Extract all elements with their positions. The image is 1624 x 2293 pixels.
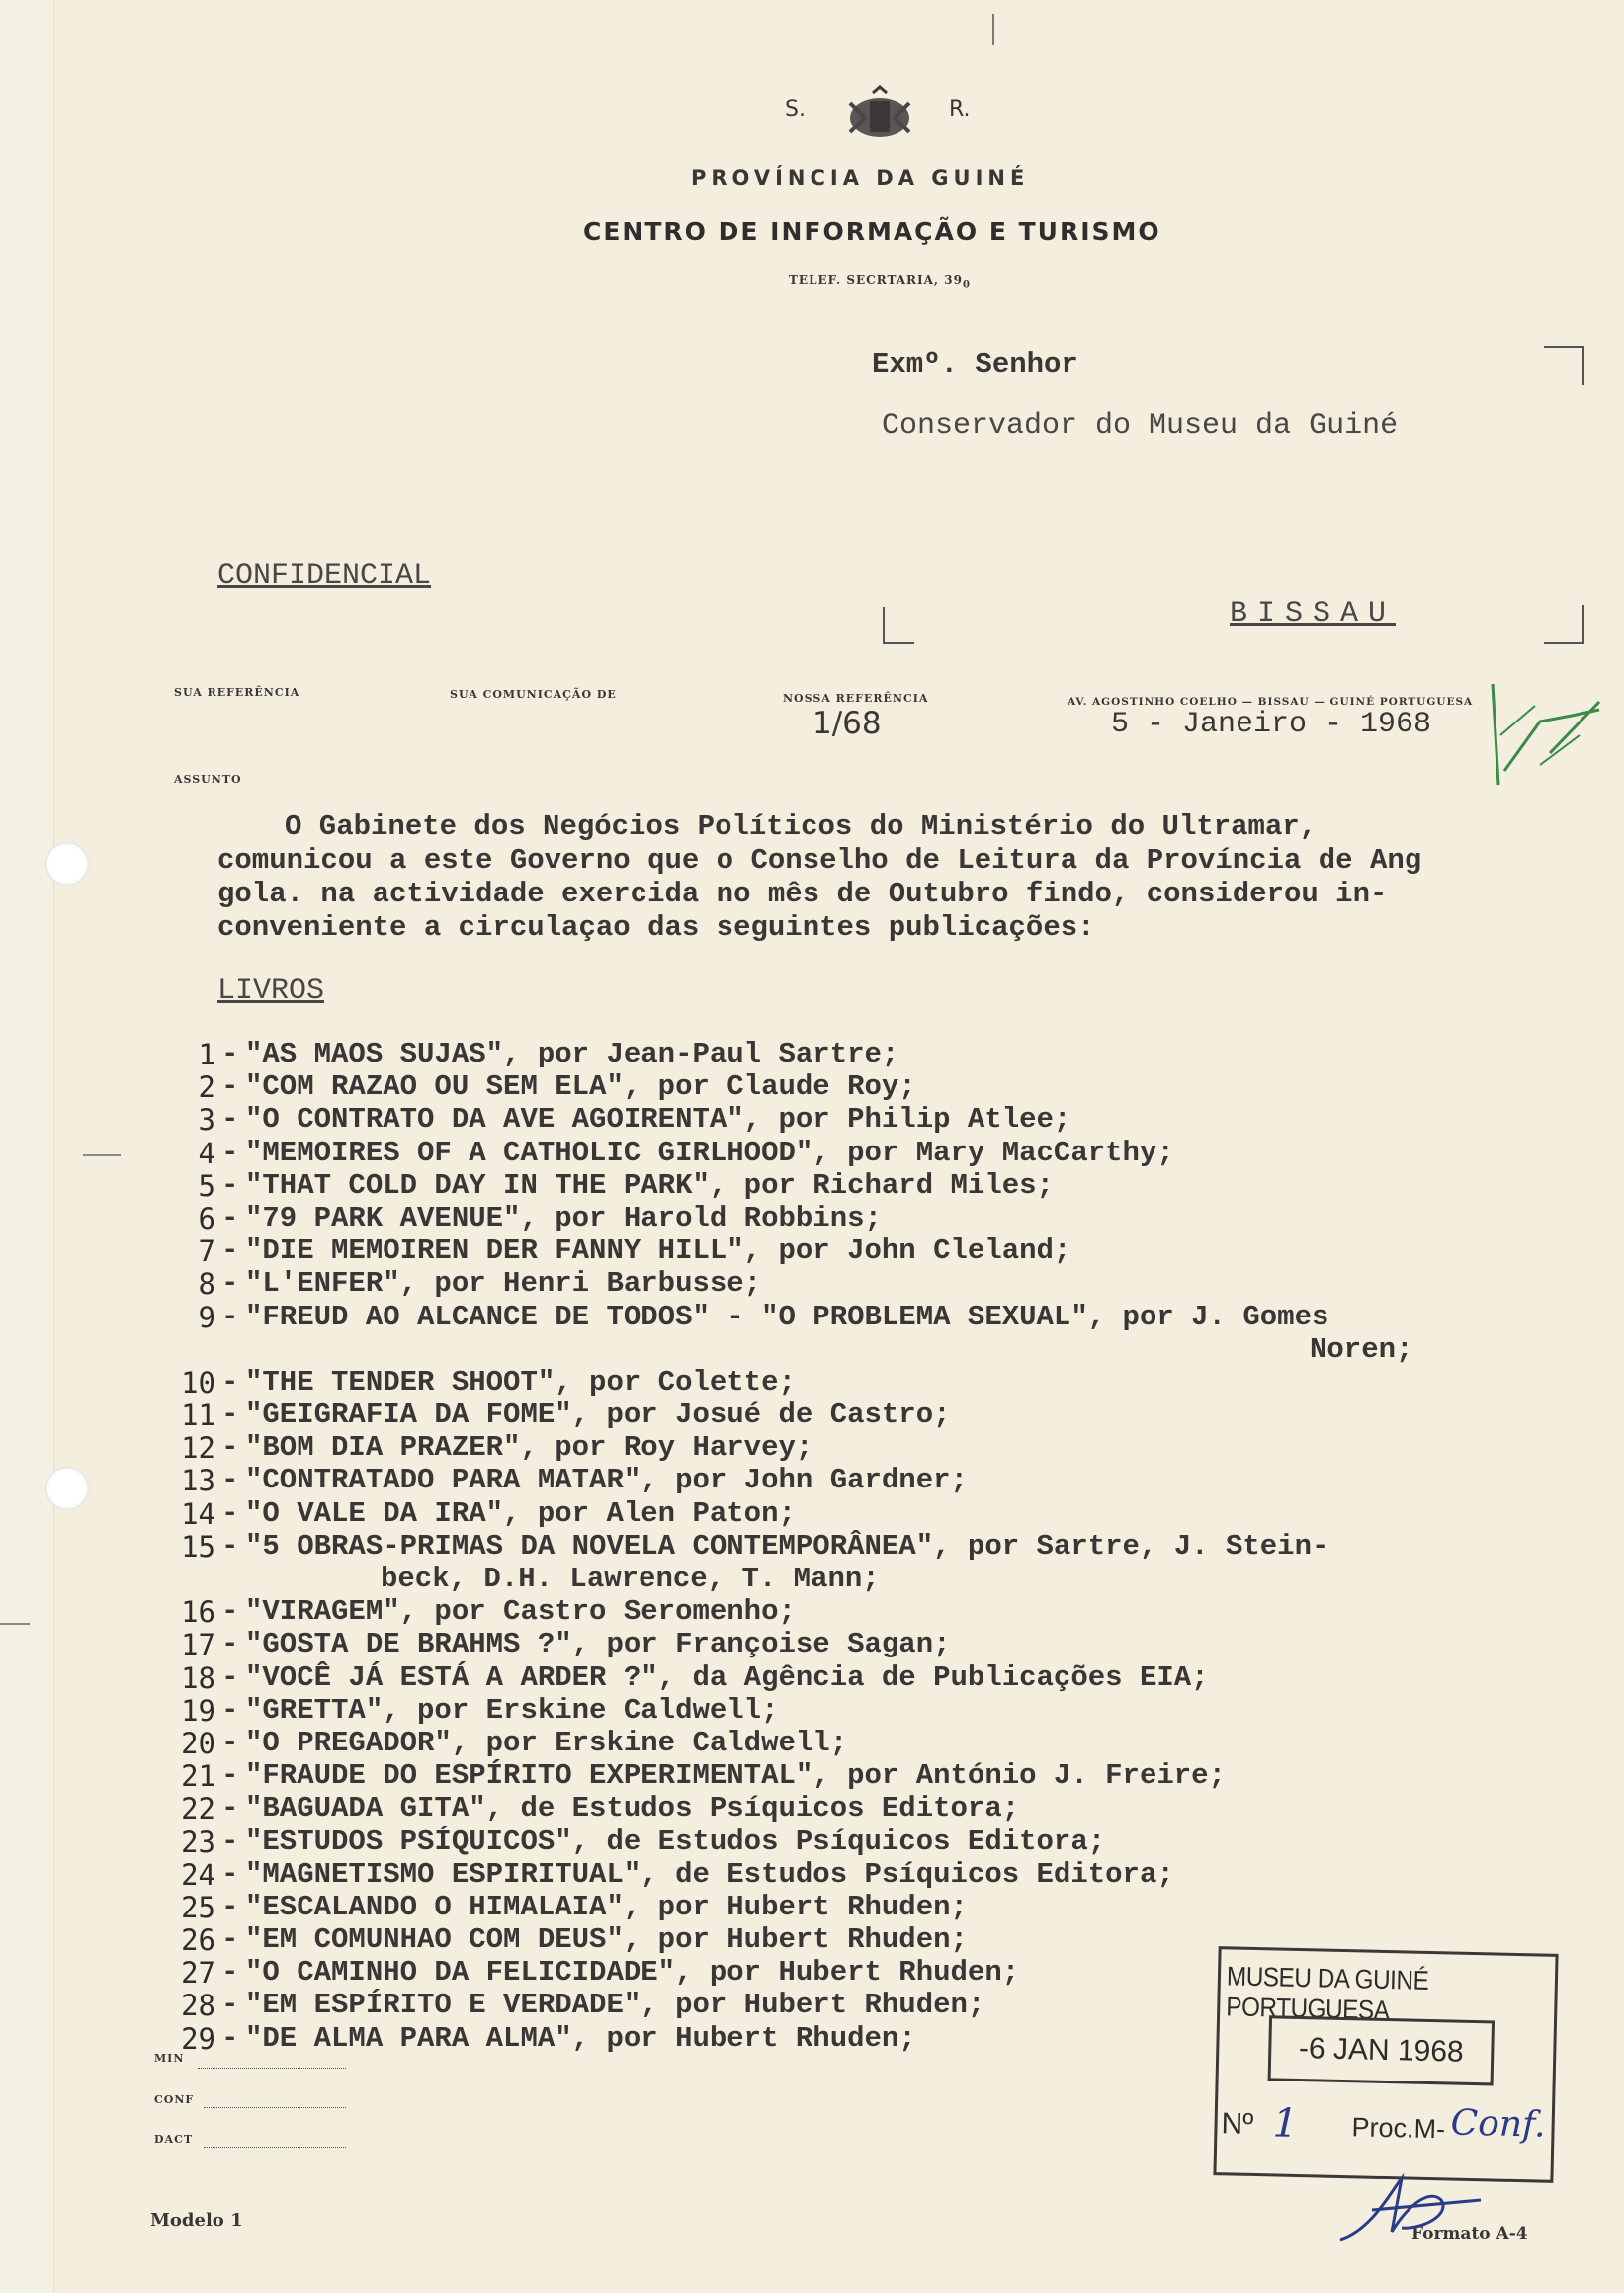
book-title: "GOSTA DE BRAHMS ?", por Françoise Sagan;: [245, 1628, 951, 1661]
sua-referencia-label: SUA REFERÊNCIA: [174, 686, 300, 699]
formato-label: Formato A-4: [1411, 2224, 1528, 2244]
book-dash: -: [221, 1168, 239, 1202]
book-title: "FREUD AO ALCANCE DE TODOS" - "O PROBLEMA SEXUAL", por J. Gomes: [245, 1300, 1329, 1333]
sua-comunicacao-label: SUA COMUNICAÇÃO DE: [450, 688, 617, 701]
stamp-title: MUSEU DA GUINÉ PORTUGUESA: [1225, 1961, 1429, 2026]
sr-right: R.: [949, 97, 971, 122]
book-title: "THE TENDER SHOOT", por Colette;: [245, 1365, 796, 1399]
classification: CONFIDENCIAL: [217, 559, 432, 593]
province-heading: PROVÍNCIA DA GUINÉ: [691, 166, 1030, 190]
coat-of-arms-emblem: [835, 83, 924, 152]
book-dash: -: [221, 1759, 239, 1793]
section-title: LIVROS: [217, 975, 325, 1008]
book-number: 25: [181, 1890, 215, 1924]
body-line: O Gabinete dos Negócios Políticos do Ministério do Ultramar,: [285, 810, 1318, 843]
book-dash: -: [221, 1431, 239, 1465]
book-dash: -: [221, 1070, 239, 1104]
book-dash: -: [221, 1923, 239, 1957]
book-number: 3: [198, 1103, 215, 1138]
book-title: "MEMOIRES OF A CATHOLIC GIRLHOOD", por Mary MacCarthy;: [245, 1136, 1174, 1169]
book-title: "GEIGRAFIA DA FOME", por Josué de Castro;: [245, 1399, 951, 1432]
book-number: 9: [198, 1300, 215, 1334]
book-number: 18: [181, 1660, 215, 1695]
book-number: 15: [181, 1529, 215, 1564]
nossa-referencia-value: 1/68: [812, 706, 882, 741]
book-title: "FRAUDE DO ESPÍRITO EXPERIMENTAL", por António J. Freire;: [245, 1759, 1226, 1793]
book-title: "O PREGADOR", por Erskine Caldwell;: [245, 1726, 848, 1759]
book-title: "MAGNETISMO ESPIRITUAL", de Estudos Psíquicos Editora;: [245, 1857, 1174, 1891]
body-line: gola. na actividade exercida no mês de Outubro findo, considerou in-: [217, 878, 1388, 910]
book-dash: -: [221, 1726, 239, 1759]
book-title: "O CAMINHO DA FELICIDADE", por Hubert Rhuden;: [245, 1956, 1020, 1990]
stamp-date: -6 JAN 1968: [1268, 2015, 1495, 2085]
museum-received-stamp: [1213, 1946, 1558, 2183]
book-number: 6: [198, 1201, 215, 1235]
book-title: "79 PARK AVENUE", por Harold Robbins;: [245, 1201, 882, 1234]
book-number: 7: [198, 1234, 215, 1269]
book-number: 16: [181, 1595, 215, 1630]
fold-mark: [992, 14, 994, 45]
salutation: Exmº. Senhor: [872, 348, 1078, 381]
book-title: "VIRAGEM", por Castro Seromenho;: [245, 1595, 796, 1629]
book-dash: -: [221, 1300, 239, 1333]
book-dash: -: [221, 1103, 239, 1137]
book-number: 2: [198, 1070, 215, 1105]
phone-sub: 0: [963, 279, 971, 291]
book-dash: -: [221, 1464, 239, 1497]
conf-line: [204, 2107, 346, 2108]
book-number: 28: [181, 1989, 215, 2023]
book-continuation-text: Noren;: [1310, 1332, 1413, 1366]
book-title: "ESCALANDO O HIMALAIA", por Hubert Rhuden;: [245, 1890, 968, 1923]
letter-date: 5 - Janeiro - 1968: [1111, 708, 1432, 741]
conf-label: CONF: [154, 2093, 195, 2106]
book-title: "L'ENFER", por Henri Barbusse;: [245, 1267, 762, 1301]
window-corner-mark: [883, 642, 914, 644]
phone-text: TELEF. SECRTARIA, 39: [789, 273, 963, 287]
window-corner-mark: [1582, 605, 1584, 644]
dact-line: [204, 2147, 346, 2148]
assunto-label: ASSUNTO: [174, 773, 242, 786]
sr-left: S.: [785, 97, 806, 122]
book-dash: -: [221, 1365, 239, 1399]
book-number: 10: [181, 1365, 215, 1400]
min-line: [198, 2068, 346, 2069]
book-dash: -: [221, 1792, 239, 1826]
book-title: "DE ALMA PARA ALMA", por Hubert Rhuden;: [245, 2021, 916, 2055]
book-dash: -: [221, 1595, 239, 1629]
book-dash: -: [221, 1628, 239, 1661]
book-title: "CONTRATADO PARA MATAR", por John Gardner;: [245, 1464, 968, 1497]
min-label: MIN: [154, 2052, 185, 2065]
book-number: 17: [181, 1628, 215, 1662]
book-number: 8: [198, 1267, 215, 1302]
book-title: "BAGUADA GITA", de Estudos Psíquicos Editora;: [245, 1792, 1020, 1826]
stamp-no-value: 1: [1272, 2100, 1299, 2147]
book-number: 20: [181, 1726, 215, 1760]
book-dash: -: [221, 1529, 239, 1563]
book-number: 22: [181, 1792, 215, 1826]
book-number: 27: [181, 1956, 215, 1991]
page-left-margin: [0, 0, 54, 2293]
book-number: 26: [181, 1923, 215, 1958]
book-dash: -: [221, 1496, 239, 1530]
book-dash: -: [221, 1693, 239, 1727]
punch-hole: [45, 842, 89, 886]
stamp-no-label: Nº: [1221, 2107, 1254, 2141]
body-line: comunicou a este Governo que o Conselho de Leitura da Província de Ang: [217, 844, 1422, 877]
nossa-referencia-label: NOSSA REFERÊNCIA: [783, 692, 929, 705]
window-corner-mark: [1544, 642, 1583, 644]
book-number: 21: [181, 1759, 215, 1794]
book-dash: -: [221, 1956, 239, 1990]
modelo-label: Modelo 1: [150, 2210, 243, 2231]
book-title: "EM COMUNHAO COM DEUS", por Hubert Rhuden;: [245, 1923, 968, 1957]
book-title: "EM ESPÍRITO E VERDADE", por Hubert Rhuden;: [245, 1989, 985, 2022]
window-corner-mark: [1544, 346, 1583, 348]
book-title: "O VALE DA IRA", por Alen Paton;: [245, 1496, 796, 1530]
book-continuation-text: beck, D.H. Lawrence, T. Mann;: [381, 1563, 880, 1595]
stamp-proc-label: Proc.M-: [1351, 2112, 1446, 2145]
address-label: AV. AGOSTINHO COELHO — BISSAU — GUINÉ PORTUGUESA: [1068, 696, 1474, 708]
book-number: 23: [181, 1825, 215, 1859]
check-mark-annotation: [1481, 676, 1609, 795]
stamp-proc-value: Conf.: [1450, 2102, 1547, 2146]
addressee-name: Conservador do Museu da Guiné: [882, 409, 1399, 443]
phone-line: [789, 273, 971, 290]
book-dash: -: [221, 1234, 239, 1268]
book-dash: -: [221, 1136, 239, 1169]
book-dash: -: [221, 1660, 239, 1694]
fold-mark: [83, 1154, 121, 1156]
place: BISSAU: [1230, 597, 1397, 631]
book-title: "ESTUDOS PSÍQUICOS", de Estudos Psíquicos Editora;: [245, 1825, 1106, 1858]
body-line: conveniente a circulaçao das seguintes publicações:: [217, 911, 1095, 944]
handwritten-initials: [1332, 2170, 1500, 2250]
book-number: 4: [198, 1136, 215, 1170]
book-dash: -: [221, 1201, 239, 1234]
book-title: "BOM DIA PRAZER", por Roy Harvey;: [245, 1431, 813, 1465]
window-corner-mark: [1582, 346, 1584, 385]
book-number: 1: [198, 1038, 215, 1071]
book-number: 19: [181, 1693, 215, 1728]
book-dash: -: [221, 1857, 239, 1891]
book-title: "VOCÊ JÁ ESTÁ A ARDER ?", da Agência de Publicações EIA;: [245, 1660, 1209, 1694]
book-dash: -: [221, 1890, 239, 1923]
fold-mark: [0, 1623, 30, 1625]
book-dash: -: [221, 1399, 239, 1432]
book-title: "DIE MEMOIREN DER FANNY HILL", por John Cleland;: [245, 1234, 1071, 1268]
book-number: 11: [181, 1399, 215, 1433]
book-dash: -: [221, 1038, 239, 1070]
book-dash: -: [221, 1267, 239, 1301]
centre-heading: CENTRO DE INFORMAÇÃO E TURISMO: [583, 217, 1161, 246]
book-number: 29: [181, 2021, 215, 2056]
dact-label: DACT: [154, 2133, 194, 2146]
book-number: 5: [198, 1168, 215, 1203]
book-dash: -: [221, 1825, 239, 1858]
book-number: 24: [181, 1857, 215, 1892]
book-number: 12: [181, 1431, 215, 1466]
book-title: "5 OBRAS-PRIMAS DA NOVELA CONTEMPORÂNEA", por Sartre, J. Stein-: [245, 1529, 1329, 1563]
book-number: 13: [181, 1464, 215, 1498]
punch-hole: [45, 1467, 89, 1510]
book-title: "O CONTRATO DA AVE AGOIRENTA", por Philip Atlee;: [245, 1103, 1071, 1137]
book-title: "AS MAOS SUJAS", por Jean-Paul Sartre;: [245, 1038, 899, 1070]
book-title: "GRETTA", por Erskine Caldwell;: [245, 1693, 779, 1727]
book-dash: -: [221, 2021, 239, 2055]
book-dash: -: [221, 1989, 239, 2022]
book-number: 14: [181, 1496, 215, 1531]
book-title: "COM RAZAO OU SEM ELA", por Claude Roy;: [245, 1070, 916, 1104]
book-title: "THAT COLD DAY IN THE PARK", por Richard Miles;: [245, 1168, 1054, 1202]
window-corner-mark: [883, 607, 885, 644]
